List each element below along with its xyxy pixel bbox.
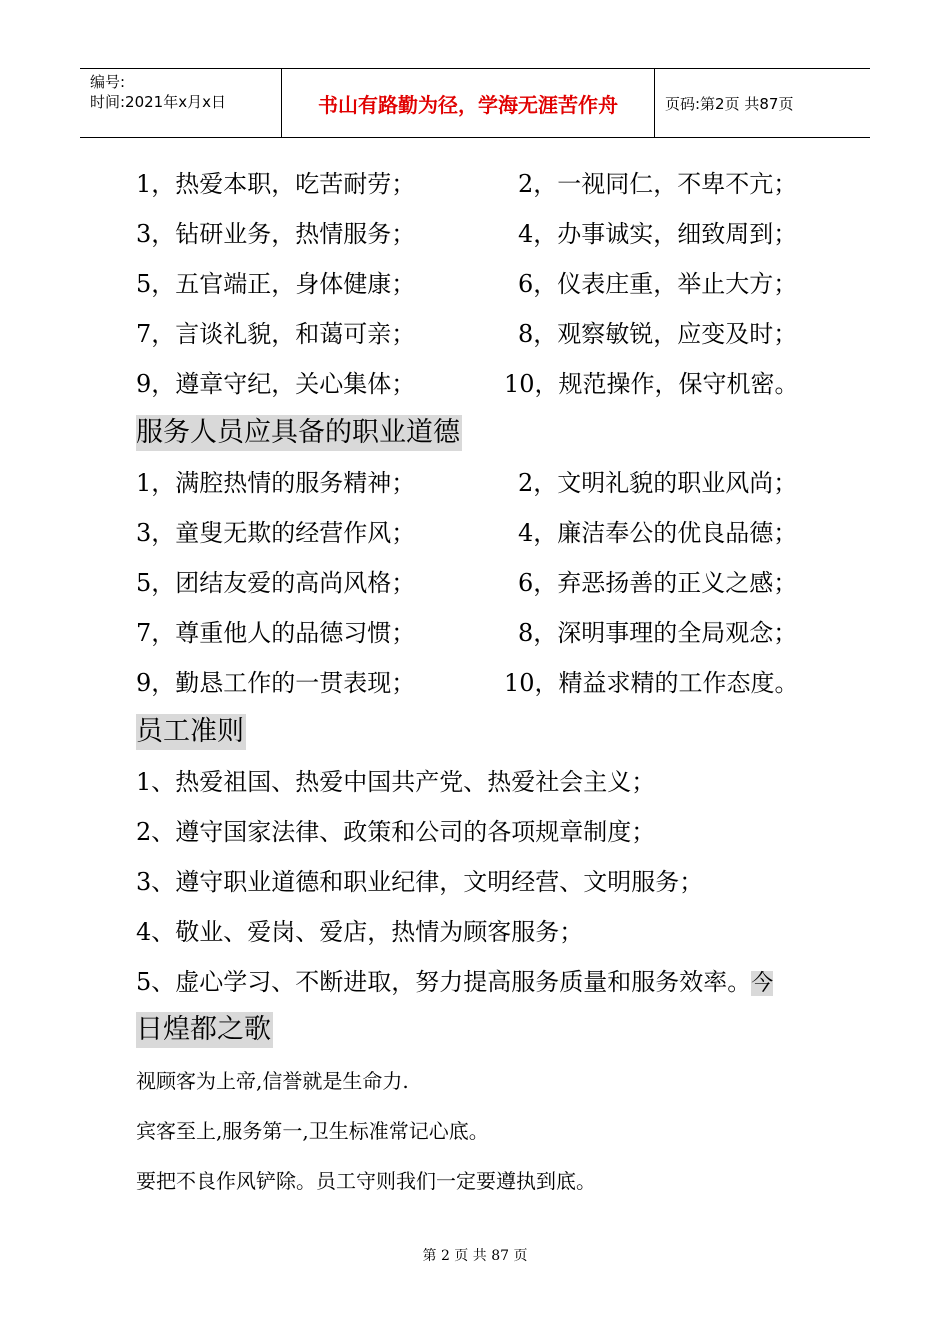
song-line: 宾客至上,服务第一,卫生标准常记心底。	[136, 1119, 489, 1143]
list-item: 8，观察敏锐，应变及时；	[518, 320, 798, 348]
song-line: 要把不良作风铲除。员工守则我们一定要遵执到底。	[136, 1169, 596, 1193]
rule-item	[136, 962, 773, 1004]
list-item: 1，热爱本职，吃苦耐劳；	[136, 170, 416, 198]
rule-item: 2、遵守国家法律、政策和公司的各项规章制度；	[136, 818, 656, 846]
list-item: 2，文明礼貌的职业风尚；	[518, 469, 798, 497]
list-item: 9，勤恳工作的一贯表现；	[136, 669, 416, 697]
list-item: 5，五官端正，身体健康；	[136, 270, 416, 298]
section-heading: 员工准则	[136, 714, 246, 750]
list-row	[136, 264, 816, 304]
list-item: 2，一视同仁，不卑不亢；	[518, 170, 798, 198]
list-item: 8，深明事理的全局观念；	[518, 619, 798, 647]
list-item: 9，遵章守纪，关心集体；	[136, 370, 416, 398]
list-item: 3，童叟无欺的经营作风；	[136, 519, 416, 547]
list-item: 6，仪表庄重，举止大方；	[518, 270, 798, 298]
list-item: 7，言谈礼貌，和蔼可亲；	[136, 320, 416, 348]
rule-item: 3、遵守职业道德和职业纪律，文明经营、文明服务；	[136, 868, 704, 896]
page-header	[80, 68, 870, 138]
list-row	[136, 613, 816, 653]
list-item: 7，尊重他人的品德习惯；	[136, 619, 416, 647]
list-row	[136, 563, 816, 603]
list-item: 4，办事诚实，细致周到；	[518, 220, 798, 248]
list-row	[136, 214, 816, 254]
list-item: 10，精益求精的工作态度。	[504, 669, 799, 697]
list-item: 5，团结友爱的高尚风格；	[136, 569, 416, 597]
rule-item-text: 5、虚心学习、不断进取，努力提高服务质量和服务效率。	[136, 968, 752, 996]
list-item: 4，廉洁奉公的优良品德；	[518, 519, 798, 547]
list-item: 10，规范操作，保守机密。	[504, 370, 799, 398]
time-label: 时间:2021年x月x日	[90, 93, 226, 111]
list-row	[136, 364, 816, 404]
list-row	[136, 463, 816, 503]
list-row	[136, 663, 816, 703]
list-row	[136, 164, 816, 204]
song-line: 视顾客为上帝,信誉就是生命力.	[136, 1069, 409, 1093]
list-item: 1，满腔热情的服务精神；	[136, 469, 416, 497]
header-motto: 书山有路勤为径，学海无涯苦作舟	[282, 69, 655, 137]
page-footer: 第 2 页 共 87 页	[422, 1248, 528, 1264]
number-label: 编号:	[90, 73, 126, 91]
section-heading: 日煌都之歌	[136, 1012, 273, 1048]
rule-item: 4、敬业、爱岗、爱店，热情为顾客服务；	[136, 918, 584, 946]
section-heading: 服务人员应具备的职业道德	[136, 415, 462, 451]
header-meta	[80, 69, 282, 137]
highlighted-char: 今	[751, 971, 774, 996]
list-row	[136, 513, 816, 553]
list-item: 3，钻研业务，热情服务；	[136, 220, 416, 248]
rule-item: 1、热爱祖国、热爱中国共产党、热爱社会主义；	[136, 768, 656, 796]
list-row	[136, 314, 816, 354]
header-page-info: 页码:第2页 共87页	[665, 94, 794, 113]
list-item: 6，弃恶扬善的正义之感；	[518, 569, 798, 597]
